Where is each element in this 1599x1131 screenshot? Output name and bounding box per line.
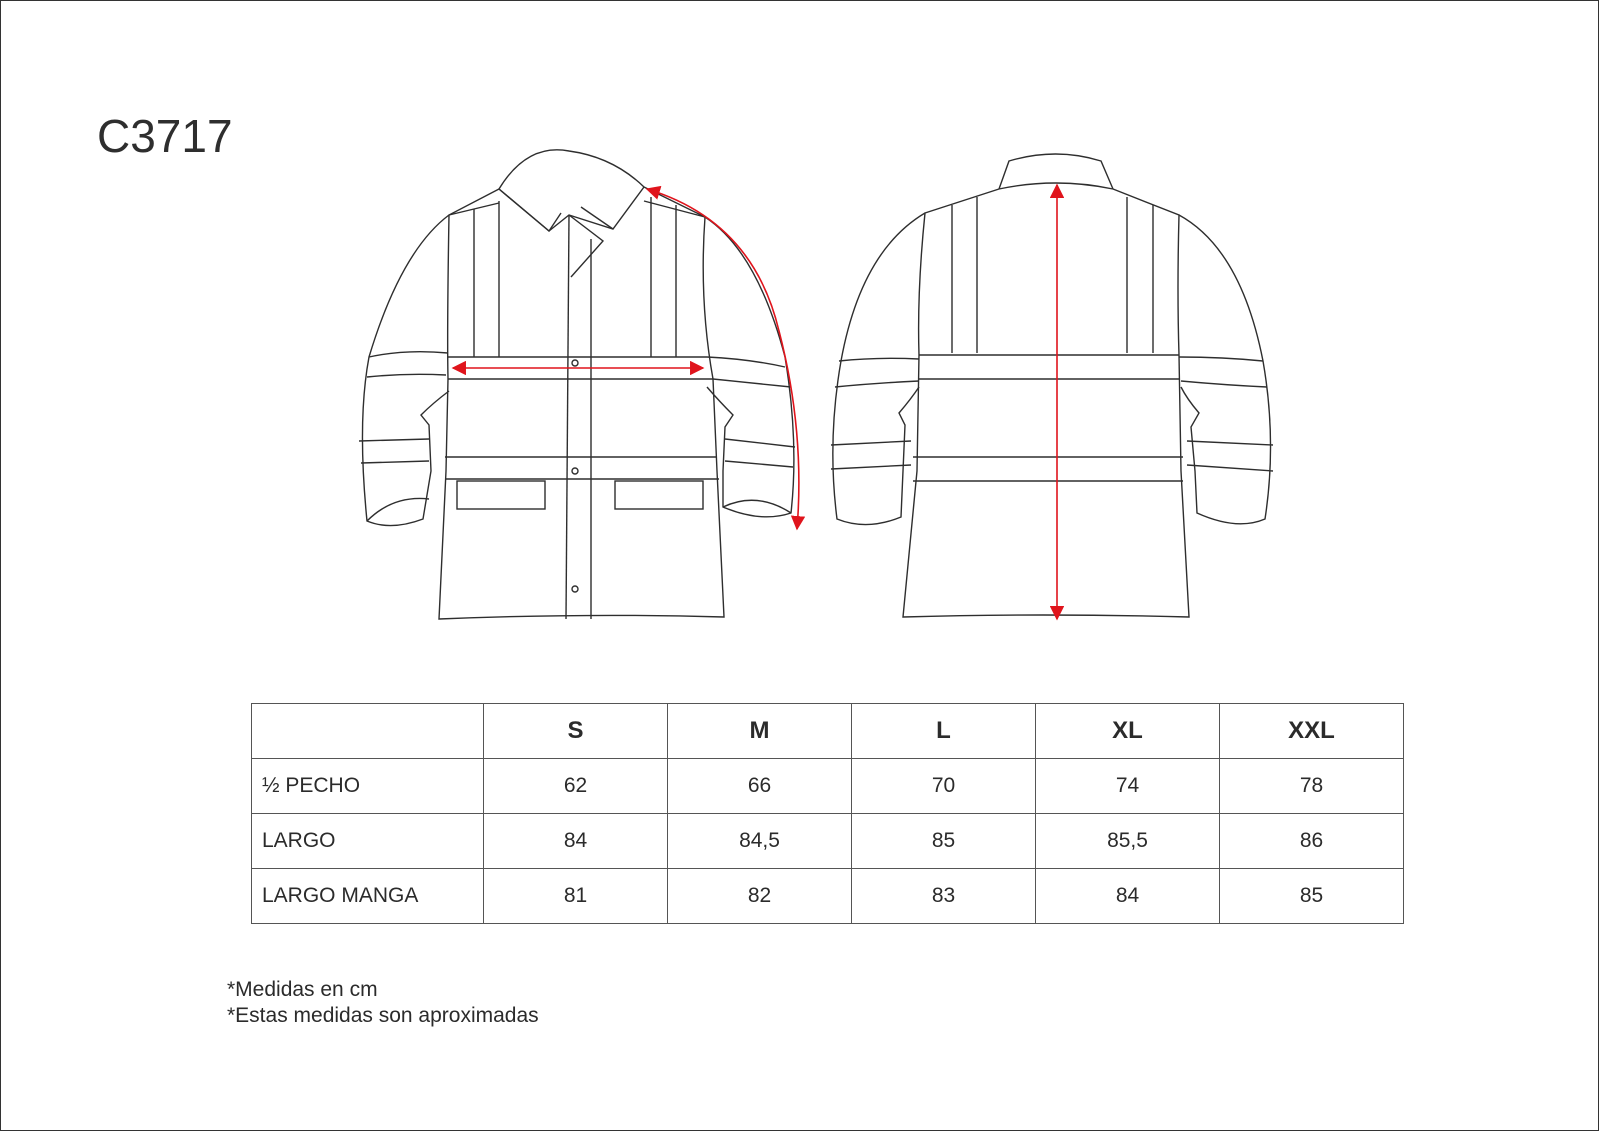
header-empty-cell [252,704,484,759]
table-cell: 84 [484,814,668,869]
garment-technical-drawing [1,1,1599,661]
size-header-xxl: XXL [1220,704,1404,759]
table-row [252,814,1404,869]
note-approximate: *Estas medidas son aproximadas [227,1004,539,1027]
table-cell: 78 [1220,759,1404,814]
size-chart-table [251,703,1404,924]
table-cell: 84 [1036,869,1220,924]
table-cell: 70 [852,759,1036,814]
jacket-back-view-icon [831,154,1273,617]
size-header-s: S [484,704,668,759]
table-row [252,869,1404,924]
table-cell: 84,5 [668,814,852,869]
size-header-xl: XL [1036,704,1220,759]
table-cell: 74 [1036,759,1220,814]
note-units: *Medidas en cm [227,978,378,1001]
table-cell: 81 [484,869,668,924]
table-cell: 62 [484,759,668,814]
product-code: C3717 [97,110,233,162]
row-label-length: LARGO [252,814,484,869]
row-label-half-chest: ½ PECHO [252,759,484,814]
row-label-sleeve-length: LARGO MANGA [252,869,484,924]
table-cell: 85,5 [1036,814,1220,869]
size-header-l: L [852,704,1036,759]
table-cell: 86 [1220,814,1404,869]
table-cell: 66 [668,759,852,814]
size-header-m: M [668,704,852,759]
size-header-row [252,704,1404,759]
footnotes [227,977,539,1029]
jacket-front-view-icon [359,150,795,619]
table-cell: 82 [668,869,852,924]
table-cell: 85 [852,814,1036,869]
table-cell: 83 [852,869,1036,924]
table-cell: 85 [1220,869,1404,924]
table-row [252,759,1404,814]
